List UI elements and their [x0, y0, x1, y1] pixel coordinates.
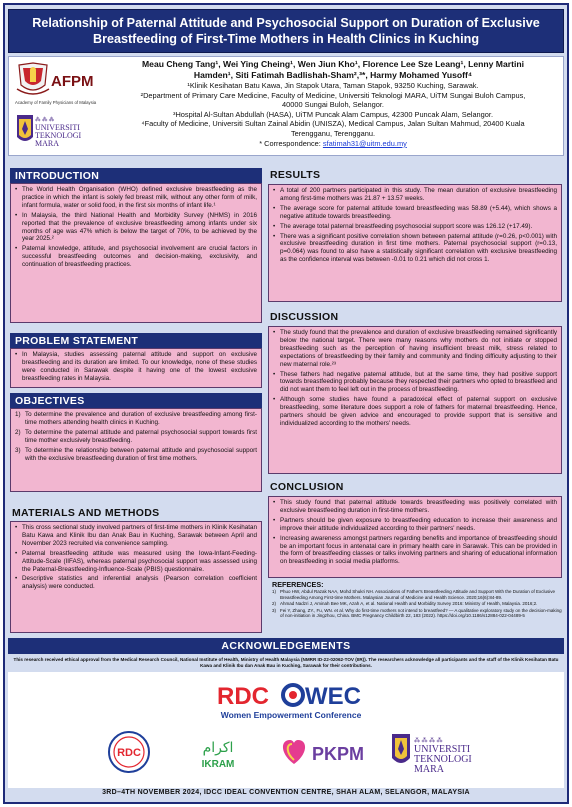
item-text: Ahmad Nadzri J, Aminah Bee MK, Azah A, et al. National Health and Morbidity Survey 2016: Ministry of Health, Malaysia. 2016;2. — [280, 601, 538, 607]
item-number: 1) — [272, 589, 277, 594]
item-number: 1) — [15, 411, 21, 418]
uitm-line-2: TEKNOLOGI — [414, 754, 472, 765]
reference-item — [272, 601, 562, 607]
afpm-text: AFPM — [51, 73, 94, 90]
correspondence-label: * Correspondence: — [259, 138, 321, 148]
methods-heading: MATERIALS AND METHODS — [12, 507, 160, 519]
objectives-box — [10, 408, 262, 492]
sponsor-logos-band — [8, 672, 564, 788]
item-number: 3) — [15, 446, 21, 454]
affiliation-4: ³Hospital Al-Sultan Abdullah (HASA), UiTM Puncak Alam Campus, 42300 Puncak Alam, Selangor. — [172, 109, 493, 119]
item-number: 3) — [272, 607, 277, 613]
list-item: • The average score for paternal attitude toward breastfeeding was 58.89 (+5.44), which shows a negative attitude towards breastfeeding. — [273, 205, 557, 221]
uitm-logo-bottom — [388, 728, 480, 780]
afpm-logo — [13, 59, 101, 109]
references-list — [272, 589, 562, 620]
introduction-box — [10, 183, 262, 323]
list-item: • Paternal breastfeeding attitude was measured using the Iowa-Infant-Feeding-Attitude-Scale (IIFAS), whereas paternal psychosocial support was assessed using the Paternal-Breastfeeding-Influence-Scale (PBIS) questionnaire. — [15, 550, 257, 574]
item-text: Fei Y, Zhang, ZY., Fu, WN. et al. Why do first-time mothers not intend to breastfeed? — A qualitative exploratory study on the decision-making of non-initiation in Jingzhou, China. BMC Pregnancy Childbirth 22, 183 (2022). https://doi.org/10.1186/s12884-022-04489-5 — [280, 607, 562, 619]
uitm-line-3: MARA — [414, 764, 445, 775]
pkpm-text: PKPM — [312, 744, 365, 764]
introduction-list — [15, 186, 257, 269]
title-line-2: Breastfeeding of First-Time Mothers in Health Clinics in Kuching — [92, 32, 480, 46]
list-item — [15, 429, 257, 445]
uitm-crest-icon — [392, 734, 410, 763]
ikram-arabic-glyph-icon: اكرام — [202, 740, 234, 756]
uitm-jawi-placeholder: ⁂ ⁂ ⁂ ⁂ — [414, 738, 443, 744]
conclusion-list — [273, 499, 557, 566]
reference-item — [272, 589, 562, 600]
ikram-text: IKRAM — [201, 759, 235, 770]
uitm-jawi-placeholder: ⁂ ⁂ ⁂ — [35, 117, 55, 123]
author-names-1: Meau Cheng Tang¹, Wei Ying Cheing¹, Wen Jiun Kho¹, Florence Lee Sze Leang¹, Lenny Martini — [142, 59, 524, 69]
author-names-2: Hamden¹, Siti Fatimah Badlishah-Sham²,³*, Harmy Mohamed Yusoff⁴ — [193, 70, 473, 80]
rdc-badge-logo — [106, 728, 152, 778]
list-item: • A total of 200 partners participated in this study. The mean duration of exclusive breastfeeding among first-time mothers was 21.87 + 13.57 weeks. — [273, 187, 557, 203]
discussion-heading: DISCUSSION — [270, 311, 339, 323]
affiliation-3: 40000 Sungai Buloh, Selangor. — [282, 100, 384, 110]
authors-block — [105, 59, 561, 148]
rdc-text: RDC — [217, 683, 269, 710]
poster-title — [8, 9, 564, 53]
correspondence-email-link[interactable]: sfatimah31@uitm.edu.my — [322, 138, 407, 148]
uitm-line-1: UNIVERSITI — [414, 744, 471, 755]
header-area — [8, 56, 564, 156]
conference-ring-icon — [283, 685, 303, 705]
introduction-heading: INTRODUCTION — [10, 168, 262, 184]
list-item: • The World Health Organisation (WHO) defined exclusive breastfeeding as the practice in which the infant is solely fed breast milk, without any other form of milk, infant formula, water or solid food, in the first six months of infant life.¹ — [15, 186, 257, 210]
list-item: • Increasing awareness amongst partners regarding benefits and importance of breastfeeding should be an important focus in antenatal care in primary health care in Sarawak. This can be provided in the form of breastfeeding classes or talks involving partners and sharing of educational information on breastfeeding in social media platforms. — [273, 535, 557, 567]
correspondence-line — [105, 139, 561, 149]
list-item: • The average total paternal breastfeeding psychosocial support score was 126.12 (+17.49). — [273, 223, 557, 231]
objectives-list — [15, 411, 257, 462]
problem-box — [10, 348, 262, 388]
title-line-1: Relationship of Paternal Attitude and Psychosocial Support on Duration of Exclusive — [32, 16, 540, 30]
item-text: To determine the relationship between paternal attitude and psychosocial support with the exclusive breastfeeding duration of first time mothers. — [25, 446, 257, 462]
conclusion-box — [268, 496, 562, 578]
item-text: To determine the paternal attitude and paternal psychosocial support towards first time mother exclusively breastfeeding. — [25, 428, 257, 444]
conclusion-heading: CONCLUSION — [270, 481, 344, 493]
discussion-box — [268, 326, 562, 474]
pkpm-logo — [278, 730, 370, 774]
rdc-badge-text: RDC — [117, 747, 141, 759]
item-text: Phuo HW, Abdul Razak NAA, Mohd Shukri NH. Associations of Father's Breastfeeding Attitude and Support With the Duration of Exclusive Breastfeeding Among First-time Mothers. Malaysian Journal of Medicine and Health Science. 2020;16(6):84-89. — [280, 589, 555, 600]
item-number: 2) — [272, 601, 277, 607]
list-item — [15, 411, 257, 427]
results-box — [268, 184, 562, 302]
references-heading: REFERENCES: — [272, 580, 324, 589]
affiliation-2: ²Department of Primary Care Medicine, Faculty of Medicine, Universiti Teknologi MARA, UiTM Sungai Buloh Campus, — [140, 90, 526, 100]
list-item: • There was a significant positive correlation shown between paternal attitude (r=0.26, p<0.001) with exclusive breastfeeding duration in first time mothers. Paternal psychosocial support (r=0.13, p=0.064) was found to also have a statistically significant correlation with exclusive breastfeeding as the confidence interval was between -0.01 to 0.21 which did not cross 1. — [273, 233, 557, 265]
afpm-sub: Academy of Family Physicians of Malaysia — [15, 100, 97, 105]
list-item: • In Malaysia, the third National Health and Morbidity Survey (NHMS) in 2016 reported that the prevalence of exclusive breastfeeding among infants under six months of age was 47% which is below the target of 70%, to be achieved by the year 2025.² — [15, 212, 257, 244]
pkpm-heart-icon — [283, 740, 305, 764]
list-item: • Descriptive statistics and inferential analysis (Pearson correlation coefficient analysis) were conducted. — [15, 575, 257, 591]
item-text: To determine the prevalence and duration of exclusive breastfeeding among first-time mothers attending health clinics in Kuching. — [25, 411, 257, 426]
list-item: • These fathers had negative paternal attitude, but at the same time, they had positive support towards breastfeeding probably because they respected their partners who opted to breastfeed and did not want them to feel left out in the process of breastfeeding. — [273, 371, 557, 395]
reference-item — [272, 608, 562, 619]
uitm-logo-top — [13, 111, 87, 155]
item-number: 2) — [15, 428, 21, 436]
list-item: • Partners should be given exposure to breastfeeding education to increase their awareness and improve their attitude individualized according to their partners' needs. — [273, 517, 557, 533]
affiliation-1: ¹Klinik Kesihatan Batu Kawa, Jin Stapok Utara, Taman Stapok, 93250 Kuching, Sarawak. — [187, 81, 479, 90]
afpm-crest-icon — [17, 63, 49, 94]
conference-subtitle: Women Empowerment Conference — [220, 710, 362, 720]
uitm-crest-icon — [17, 115, 33, 141]
list-item: • This study found that paternal attitude towards breastfeeding was positively correlated with exclusive breastfeeding duration in first-time mothers. — [273, 499, 557, 515]
list-item: • In Malaysia, studies assessing paternal attitude and support on exclusive breastfeeding and its duration are limited. To our knowledge, none of these studies were conducted in Sarawak despite it having one of the lowest exclusive breastfeeding rates in Malaysia. — [15, 351, 257, 383]
wec-text: WEC — [305, 683, 361, 710]
affiliation-5: ⁴Faculty of Medicine, Universiti Sultan Zainal Abidin (UNISZA), Medical Campus, Jalan Sultan Mahmud, 20400 Kuala — [141, 119, 525, 129]
problem-heading: PROBLEM STATEMENT — [10, 333, 262, 349]
acknowledgements-heading: ACKNOWLEDGEMENTS — [8, 638, 564, 654]
results-heading: RESULTS — [270, 169, 321, 181]
list-item: • Paternal knowledge, attitude, and psychosocial involvement are crucial factors in successful breastfeeding outcomes and decision-making, exclusivity, and continuation of breastfeeding practices. — [15, 245, 257, 269]
list-item — [15, 447, 257, 463]
conference-footer: 3RD–4TH NOVEMBER 2024, IDCC IDEAL CONVENTION CENTRE, SHAH ALAM, SELANGOR, MALAYSIA — [102, 789, 470, 796]
discussion-list — [273, 329, 557, 428]
uitm-line-3: MARA — [35, 139, 60, 148]
affiliation-6: Terengganu, Terengganu. — [290, 128, 376, 138]
rdc-wec-logo — [211, 678, 371, 722]
acknowledgements-text: This research received ethical approval from the Medical Research Council, National Institute of Health, Ministry of Health Malaysia (NMRR ID-22-02062-TOV (IIR)). The researchers acknowledge all participants and the staff of the Klinik Kesihatan Batu Kawa and Klinik Ibu dan Anak Bau in Kuching, Sarawak for their contributions. — [13, 657, 559, 668]
uitm-line-1: UNIVERSITI — [35, 123, 80, 132]
uitm-line-2: TEKNOLOGI — [35, 131, 82, 140]
list-item: • This cross sectional study involved partners of first-time mothers in Klinik Kesihatan Batu Kawa and Klinik Ibu dan Anak Bau in Kuching, Sarawak between April and November 2023 recruited via convenience sampling. — [15, 524, 257, 548]
results-list — [273, 187, 557, 264]
list-item: • Although some studies have found a paradoxical effect of paternal support on exclusive breastfeeding, some literature does support a role of fathers for maternal breastfeeding. Hence, partners should be given advice and encouraged to provide support that is sensitive and individualized according to the mothers' needs. — [273, 396, 557, 428]
ikram-logo — [191, 732, 245, 774]
methods-box — [10, 521, 262, 633]
methods-list — [15, 524, 257, 591]
objectives-heading: OBJECTIVES — [10, 393, 262, 409]
list-item: • The study found that the prevalence and duration of exclusive breastfeeding remained significantly below the national target. There were many reasons why mothers do not initiate or stopped breastfeeding such as the perception of having insufficient breast milk, stress related to expectations of breastfeeding by their family and community and finding difficulty adjusting to their new maternal role.²³ — [273, 329, 557, 369]
problem-list — [15, 351, 257, 383]
